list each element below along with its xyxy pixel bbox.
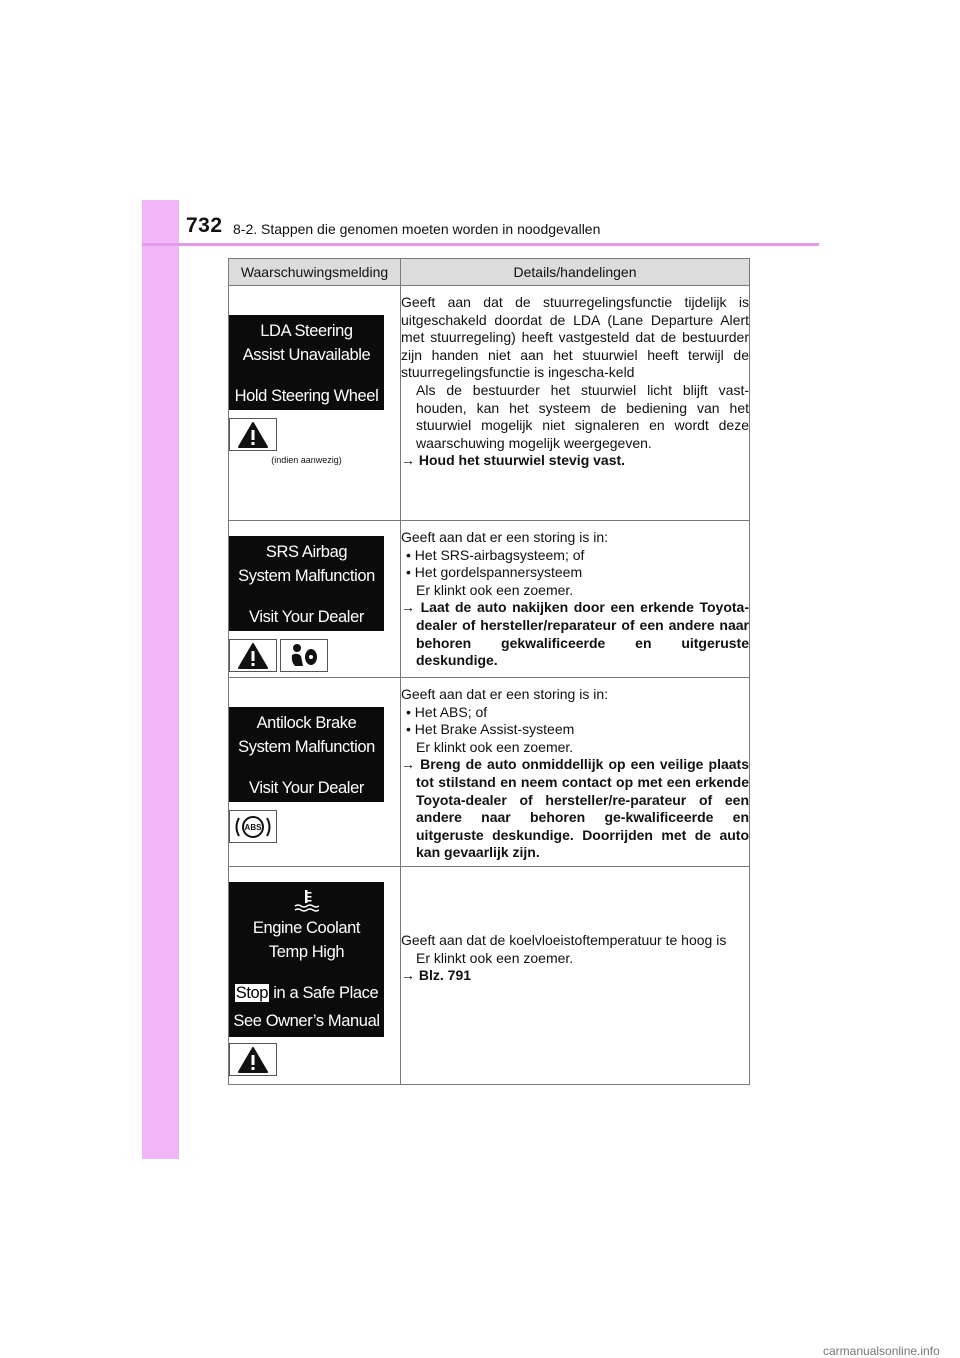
- engine-coolant-display: Engine Coolant Temp High Stop in a Safe Place See Owner’s Manual: [229, 882, 384, 1037]
- warning-triangle-icon: [229, 639, 277, 672]
- action-text: → Laat de auto nakijken door een erkende Toyota-dealer of hersteller/reparateur of een andere naar behoren gekwalificeerde en uitgeruste deskundige.: [401, 599, 749, 669]
- header-details: Details/handelingen: [401, 259, 750, 286]
- warning-image-cell: [229, 286, 401, 521]
- warning-image-cell: [229, 678, 401, 867]
- header-rule: [142, 243, 819, 246]
- details-cell: Geeft aan dat er een storing is in: • Het ABS; of • Het Brake Assist-systeem Er klinkt ook een zoemer. → Breng de auto onmiddellijk op een veilige plaats tot stilstand en neem contact op met een erkende Toyota-dealer of hersteller/re-parateur of een andere naar behoren ge-kwalificeerde en uitgeruste deskundige. Doorrijden met de auto kan gevaarlijk zijn.: [401, 678, 750, 867]
- table-row: [229, 678, 750, 867]
- coolant-temperature-icon: [293, 889, 319, 913]
- abs-display: Antilock Brake System Malfunction Visit Your Dealer: [229, 707, 384, 802]
- details-cell: Geeft aan dat er een storing is in: • Het SRS-airbagsysteem; of • Het gordelspannersysteem Er klinkt ook een zoemer. → Laat de auto nakijken door een erkende Toyota-dealer of hersteller/reparateur of een andere naar behoren gekwalificeerde en uitgeruste deskundige.: [401, 521, 750, 678]
- table-row: [229, 521, 750, 678]
- warning-table: [228, 258, 750, 1085]
- abs-warning-icon: [229, 810, 277, 843]
- optional-note: (indien aanwezig): [271, 455, 342, 465]
- table-row: [229, 867, 750, 1085]
- warning-triangle-icon: [229, 1043, 277, 1076]
- header-warning-message: Waarschuwingsmelding: [229, 259, 401, 286]
- action-text: → Breng de auto onmiddellijk op een veilige plaats tot stilstand en neem contact op met een erkende Toyota-dealer of hersteller/re-parateur of een andere naar behoren ge-kwalificeerde en uitgeruste deskundige. Doorrijden met de auto kan gevaarlijk zijn.: [401, 756, 749, 861]
- srs-airbag-display: SRS Airbag System Malfunction Visit Your Dealer: [229, 536, 384, 631]
- warning-image-cell: [229, 867, 401, 1085]
- chapter-tab: [142, 200, 179, 1159]
- details-cell: Geeft aan dat de koelvloeistoftemperatuur te hoog is Er klinkt ook een zoemer. → Blz. 791: [401, 867, 750, 1085]
- table-row: [229, 286, 750, 521]
- airbag-icon: [280, 639, 328, 672]
- section-title: 8-2. Stappen die genomen moeten worden in noodgevallen: [233, 221, 601, 237]
- warning-triangle-icon: [229, 418, 277, 451]
- warning-image-cell: [229, 521, 401, 678]
- page-number: 732: [186, 214, 223, 237]
- table-header-row: [229, 259, 750, 286]
- watermark: carmanualsonline.info: [823, 1344, 940, 1358]
- svg-text:ABS: ABS: [244, 822, 262, 832]
- page-reference: → Blz. 791: [401, 967, 472, 984]
- lda-display: LDA Steering Assist Unavailable Hold Steering Wheel: [229, 315, 384, 410]
- action-text: → Houd het stuurwiel stevig vast.: [401, 452, 626, 469]
- details-cell: Geeft aan dat de stuurregelingsfunctie tijdelijk is uitgeschakeld doordat de LDA (Lane Departure Alert met stuurregeling) heeft vastgesteld dat de bestuurder zijn handen niet aan het stuurwiel heeft terwijl de stuurregelingsfunctie is ingescha-keld Als de bestuurder het stuurwiel licht blijft vast-houden, kan het systeem de bediening van het stuurwiel mogelijk niet signaleren en wordt deze waarschuwing mogelijk weergegeven. → Houd het stuurwiel stevig vast.: [401, 286, 750, 521]
